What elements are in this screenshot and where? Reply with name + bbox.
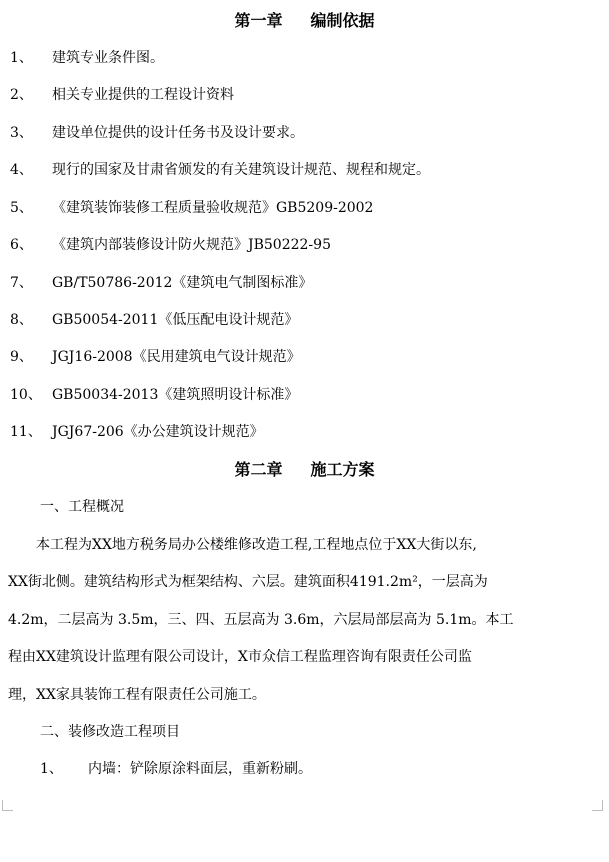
basis-item-text: 《建筑装饰装修工程质量验收规范》GB5209-2002 [52,200,374,216]
basis-item-number: 10、 [10,387,42,403]
basis-item-text: GB/T50786-2012《建筑电气制图标准》 [52,275,313,291]
overview-paragraph-line: 4.2m，二层高为 3.5m，三、四、五层高为 3.6m，六层局部层高为 5.1m。本工 [8,612,514,628]
basis-item-number: 1、 [10,50,33,66]
chapter-2-heading [0,460,609,480]
basis-item-number: 7、 [10,275,33,291]
basis-item-text: JGJ67-206《办公建筑设计规范》 [52,424,264,440]
basis-item-text: GB50034-2013《建筑照明设计标准》 [52,387,299,403]
renovation-heading: 二、装修改造工程项目 [40,724,180,740]
basis-item-number: 5、 [10,200,33,216]
chapter-2-title: 施工方案 [310,460,375,479]
basis-item-number: 6、 [10,237,33,253]
basis-item-number: 2、 [10,87,33,103]
chapter-1-heading [0,11,609,31]
chapter-1-title: 编制依据 [310,11,375,30]
overview-paragraph-line: 理，XX家具装饰工程有限责任公司施工。 [8,687,266,703]
renovation-item-number: 1、 [40,761,63,777]
chapter-2-number: 第二章 [234,460,283,479]
basis-item-number: 9、 [10,349,33,365]
page-margin-corner-left [2,800,13,811]
overview-paragraph-line: 程由XX建筑设计监理有限公司设计，X市众信工程监理咨询有限责任公司监 [8,649,472,665]
chapter-1-number: 第一章 [234,11,283,30]
basis-item-text: 建筑专业条件图。 [52,50,164,66]
basis-item-number: 11、 [10,424,42,440]
basis-item-text: 现行的国家及甘肃省颁发的有关建筑设计规范、规程和规定。 [52,162,430,178]
basis-item-number: 3、 [10,125,33,141]
basis-item-number: 4、 [10,162,33,178]
basis-item-text: JGJ16-2008《民用建筑电气设计规范》 [52,349,301,365]
renovation-item-text: 内墙：铲除原涂料面层，重新粉刷。 [88,761,312,777]
basis-item-text: 《建筑内部装修设计防火规范》JB50222-95 [52,237,331,253]
overview-paragraph-line: 本工程为XX地方税务局办公楼维修改造工程,工程地点位于XX大街以东, [8,537,477,553]
basis-item-text: 相关专业提供的工程设计资料 [52,87,234,103]
page-margin-corner-right [592,800,603,811]
basis-item-number: 8、 [10,312,33,328]
basis-item-text: 建设单位提供的设计任务书及设计要求。 [52,125,304,141]
overview-heading: 一、工程概况 [40,499,124,515]
basis-item-text: GB50054-2011《低压配电设计规范》 [52,312,299,328]
overview-paragraph-line: XX街北侧。建筑结构形式为框架结构、六层。建筑面积4191.2m²，一层高为 [8,574,488,590]
